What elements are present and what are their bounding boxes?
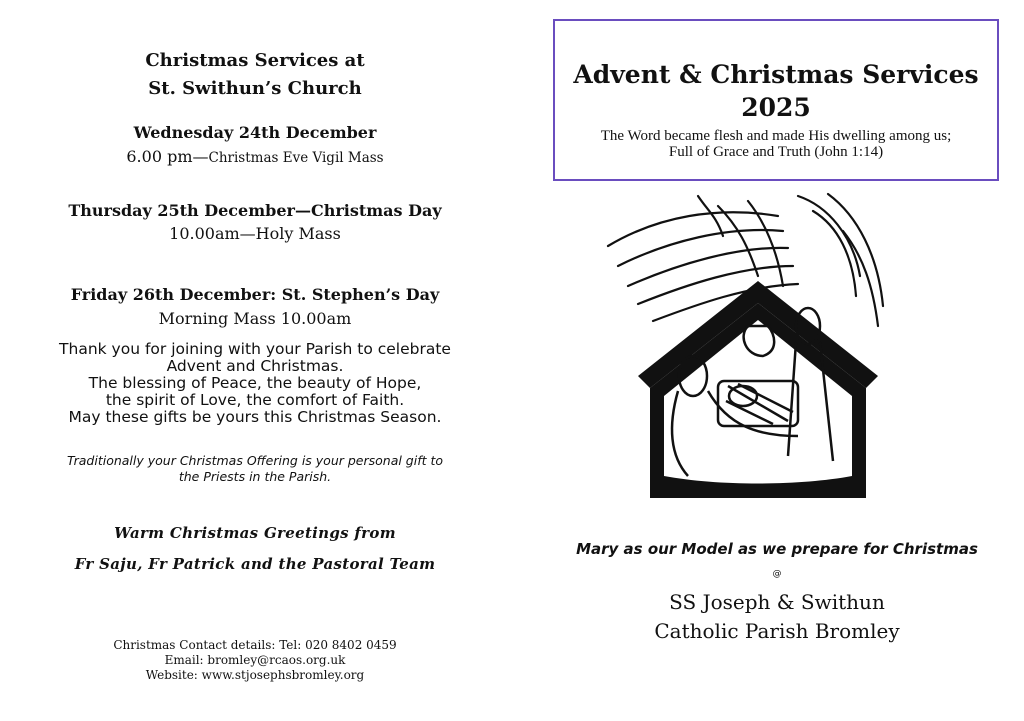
- left-panel: [0, 0, 510, 721]
- contact-email: Email: bromley@rcaos.org.uk: [164, 653, 346, 667]
- thanks-line: Thank you for joining with your Parish to celebrate: [59, 340, 451, 358]
- greeting: [0, 518, 510, 580]
- thanks-line: the spirit of Love, the comfort of Faith.: [105, 391, 405, 409]
- heading-line2: St. Swithun’s Church: [148, 78, 362, 99]
- thanks-line: May these gifts be yours this Christmas Season.: [68, 408, 442, 426]
- service-day-1: Wednesday 24th December: [133, 123, 377, 142]
- parish-line1: SS Joseph & Swithun: [669, 590, 885, 614]
- service-time-1-detail: Christmas Eve Vigil Mass: [208, 150, 384, 166]
- service-time-1-main: 6.00 pm—: [126, 147, 209, 166]
- heading-line1: Christmas Services at: [145, 50, 365, 71]
- thanks-line: The blessing of Peace, the beauty of Hope,: [88, 374, 422, 392]
- offering-line1: Traditionally your Christmas Offering is your personal gift to: [66, 453, 444, 468]
- service-time-2: 10.00am—Holy Mass: [169, 224, 341, 243]
- right-panel: [530, 0, 1024, 721]
- service-time-3: Morning Mass 10.00am: [158, 309, 352, 328]
- offering-note: [0, 453, 510, 485]
- thanks-message: [0, 341, 510, 426]
- theme-text: Mary as our Model as we prepare for Christmas: [576, 540, 978, 558]
- greeting-line1: Warm Christmas Greetings from: [114, 524, 396, 542]
- quote-line2: Full of Grace and Truth (John 1:14): [668, 144, 884, 160]
- scripture-quote: [555, 128, 997, 160]
- service-day-3: Friday 26th December: St. Stephen’s Day: [70, 285, 440, 304]
- parish-line2: Catholic Parish Bromley: [654, 619, 900, 643]
- title-box: [553, 19, 999, 181]
- contact-website: Website: www.stjosephsbromley.org: [145, 668, 365, 682]
- main-title-line2: 2025: [741, 93, 811, 122]
- service-day-2: Thursday 25th December—Christmas Day: [68, 201, 442, 220]
- greeting-line2: Fr Saju, Fr Patrick and the Pastoral Team: [74, 555, 436, 573]
- offering-line2: the Priests in the Parish.: [178, 469, 332, 484]
- nativity-illustration: [598, 186, 898, 504]
- main-title-line1: Advent & Christmas Services: [573, 60, 979, 89]
- contact-phone: Christmas Contact details: Tel: 020 8402 0459: [113, 638, 397, 652]
- quote-line1: The Word became flesh and made His dwelling among us;: [600, 128, 952, 144]
- contact-details: [0, 638, 510, 683]
- at-symbol: @: [772, 569, 782, 579]
- service-time-1: [0, 146, 510, 169]
- thanks-line: Advent and Christmas.: [166, 357, 344, 375]
